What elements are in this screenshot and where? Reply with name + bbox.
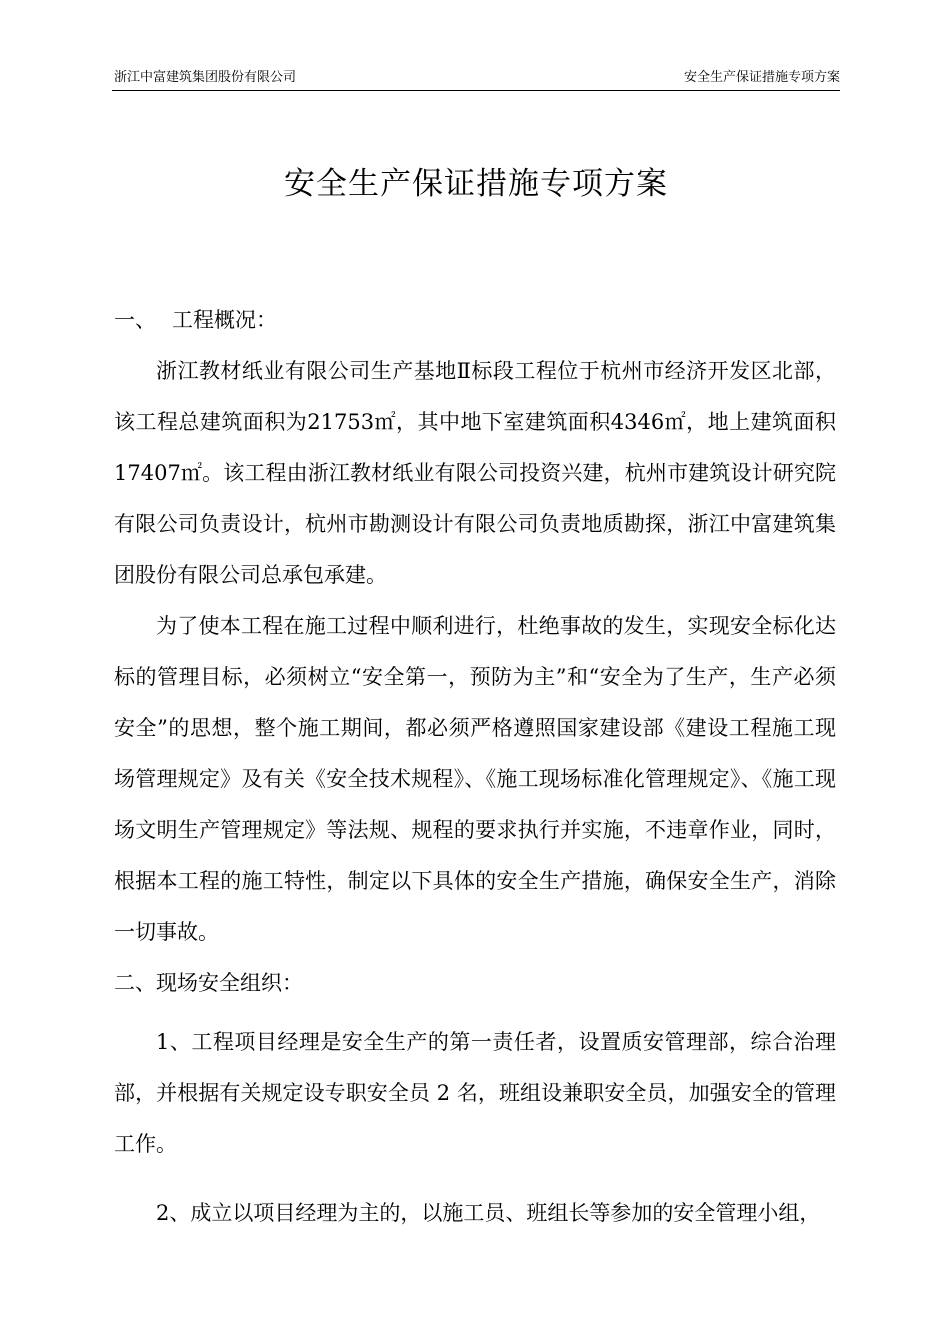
page-header (112, 70, 840, 91)
header-document-title: 安全生产保证措施专项方案 (683, 70, 840, 85)
section-heading-text: 工程概况： (172, 308, 277, 332)
paragraph-item-2: 2、成立以项目经理为主的，以施工员、班组长等参加的安全管理小组， (156, 1201, 821, 1225)
document-body (114, 295, 836, 1239)
header-company-name: 浙江中富建筑集团股份有限公司 (114, 70, 297, 85)
paragraph-item-1: 1、工程项目经理是安全生产的第一责任者，设置质安管理部，综合治理部，并根据有关规定设专职安全员 2 名，班组设兼职安全员，加强安全的管理工作。 (114, 1030, 836, 1156)
section-heading-site-safety-organization: 二、现场安全组织： (114, 971, 303, 995)
document-title: 安全生产保证措施专项方案 (284, 166, 668, 202)
paragraph-safety-goals: 为了使本工程在施工过程中顺利进行，杜绝事故的发生，实现安全标化达标的管理目标，必须树立“安全第一，预防为主”和“安全为了生产，生产必须安全”的思想，整个施工期间，都必须严格遵照国家建设部《建设工程施工现场管理规定》及有关《安全技术规程》、《施工现场标准化管理规定》、《施工现场文明生产管理规定》等法规、规程的要求执行并实施，不违章作业，同时，根据本工程的施工特性，制定以下具体的安全生产措施，确保安全生产，消除一切事故。 (114, 614, 836, 944)
paragraph-project-overview: 浙江教材纸业有限公司生产基地Ⅱ标段工程位于杭州市经济开发区北部，该工程总建筑面积为21753㎡，其中地下室建筑面积4346㎡，地上建筑面积17407㎡。该工程由浙江教材纸业有限公司投资兴建，杭州市建筑设计研究院有限公司负责设计，杭州市勘测设计有限公司负责地质勘探，浙江中富建筑集团股份有限公司总承包承建。 (114, 359, 836, 587)
section-heading-overview (114, 295, 836, 346)
section-number: 一、 (114, 308, 156, 332)
